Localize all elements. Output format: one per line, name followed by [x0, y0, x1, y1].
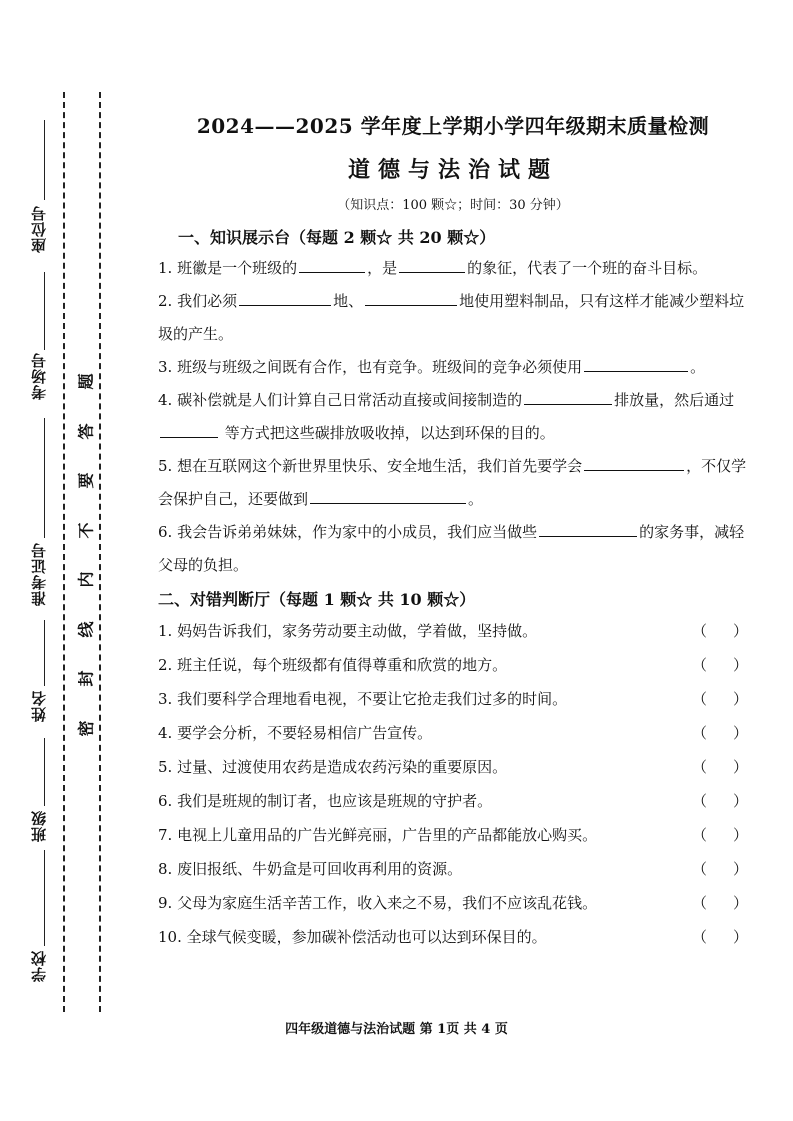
answer-parentheses[interactable]: （ ） — [692, 894, 748, 912]
answer-blank[interactable] — [584, 353, 688, 372]
question-2 — [158, 285, 748, 351]
answer-blank[interactable] — [584, 452, 684, 471]
answer-blank[interactable] — [239, 287, 331, 306]
statement-text: 4. 要学会分析，不要轻易相信广告宣传。 — [158, 724, 433, 742]
statement-text: 1. 妈妈告诉我们，家务劳动要主动做，学着做，坚持做。 — [158, 622, 538, 640]
seal-char: 要 — [76, 472, 96, 489]
answer-blank[interactable] — [524, 386, 612, 405]
section-1-heading: 一、知识展示台（每题 2 颗☆ 共 20 颗☆） — [178, 228, 496, 247]
question-text: 1. 班徽是一个班级的 — [158, 259, 298, 277]
list-item — [158, 716, 748, 750]
name-field — [22, 690, 56, 722]
question-text: 。 — [468, 490, 484, 508]
question-text: 地使用塑料制品，只有这样才能减少塑料垃圾的产生。 — [158, 292, 745, 343]
question-3 — [158, 351, 748, 384]
question-6 — [158, 516, 748, 582]
exam-room-label: 考场号 — [30, 352, 48, 400]
answer-blank[interactable] — [299, 254, 365, 273]
list-item — [158, 614, 748, 648]
list-item — [158, 852, 748, 886]
statement-text: 8. 废旧报纸、牛奶盒是可回收再利用的资源。 — [158, 860, 463, 878]
answer-blank[interactable] — [539, 518, 637, 537]
question-text: 的家务事，减轻父母的负担。 — [158, 523, 745, 574]
seat-number-field — [22, 205, 56, 253]
question-4 — [158, 384, 748, 450]
class-field — [22, 810, 56, 842]
question-text: 2. 我们必须 — [158, 292, 238, 310]
class-line[interactable] — [44, 738, 45, 806]
exam-content — [158, 110, 748, 954]
answer-parentheses[interactable]: （ ） — [692, 690, 748, 708]
answer-parentheses[interactable]: （ ） — [692, 928, 748, 946]
school-field — [22, 950, 56, 982]
exam-room-field — [22, 352, 56, 400]
list-item — [158, 886, 748, 920]
exam-room-line[interactable] — [44, 272, 45, 350]
subject-title: 道德与法治试题 — [347, 157, 558, 183]
seal-char: 密 — [76, 720, 96, 737]
question-text: 5. 想在互联网这个新世界里快乐、安全地生活，我们首先要学会 — [158, 457, 583, 475]
class-label: 班级 — [30, 810, 48, 842]
binding-margin — [0, 0, 112, 1121]
question-text: ，不仅学会保护自己，还要做到 — [158, 457, 747, 508]
answer-parentheses[interactable]: （ ） — [692, 826, 748, 844]
question-text: 6. 我会告诉弟弟妹妹，作为家中的小成员，我们应当做些 — [158, 523, 538, 541]
question-text: 等方式把这些碳排放吸收掉，以达到环保的目的。 — [220, 424, 555, 442]
statement-text: 3. 我们要科学合理地看电视，不要让它抢走我们过多的时间。 — [158, 690, 568, 708]
admission-number-field — [22, 542, 56, 606]
statement-text: 2. 班主任说，每个班级都有值得尊重和欣赏的地方。 — [158, 656, 508, 674]
question-5 — [158, 450, 748, 516]
seal-char: 不 — [76, 522, 96, 539]
statement-text: 5. 过量、过渡使用农药是造成农药污染的重要原因。 — [158, 758, 508, 776]
answer-parentheses[interactable]: （ ） — [692, 860, 748, 878]
answer-blank[interactable] — [365, 287, 457, 306]
list-item — [158, 920, 748, 954]
page-footer: 四年级道德与法治试题 第 1页 共 4 页 — [285, 1022, 508, 1037]
question-text: ，是 — [367, 259, 398, 277]
answer-parentheses[interactable]: （ ） — [692, 622, 748, 640]
question-text: 3. 班级与班级之间既有合作，也有竞争。班级间的竞争必须使用 — [158, 358, 583, 376]
list-item — [158, 750, 748, 784]
answer-blank[interactable] — [310, 485, 466, 504]
list-item — [158, 818, 748, 852]
answer-blank[interactable] — [399, 254, 465, 273]
statement-text: 10. 全球气候变暖，参加碳补偿活动也可以达到环保目的。 — [158, 928, 547, 946]
question-1 — [158, 252, 748, 285]
answer-parentheses[interactable]: （ ） — [692, 792, 748, 810]
statement-text: 7. 电视上儿童用品的广告光鲜亮丽，广告里的产品都能放心购买。 — [158, 826, 598, 844]
seal-char: 线 — [76, 621, 96, 638]
answer-parentheses[interactable]: （ ） — [692, 758, 748, 776]
seal-char: 题 — [76, 373, 96, 390]
seal-char: 答 — [76, 423, 96, 440]
question-text: 排放量，然后通过 — [614, 391, 735, 409]
statement-text: 9. 父母为家庭生活辛苦工作，收入来之不易，我们不应该乱花钱。 — [158, 894, 598, 912]
question-text: 的象征，代表了一个班的奋斗目标。 — [467, 259, 708, 277]
list-item — [158, 648, 748, 682]
section-2-heading: 二、对错判断厅（每题 1 颗☆ 共 10 颗☆） — [158, 590, 476, 609]
list-item — [158, 784, 748, 818]
admission-number-line[interactable] — [44, 418, 45, 538]
exam-title: 2024——2025 学年度上学期小学四年级期末质量检测 — [196, 114, 710, 138]
exam-info: （知识点：100 颗☆；时间：30 分钟） — [337, 198, 569, 213]
answer-parentheses[interactable]: （ ） — [692, 656, 748, 674]
cut-line-outer — [63, 92, 65, 1012]
statement-text: 6. 我们是班规的制订者，也应该是班规的守护者。 — [158, 792, 493, 810]
seal-char: 内 — [76, 571, 96, 588]
seat-number-line[interactable] — [44, 120, 45, 200]
question-text: 。 — [690, 358, 706, 376]
answer-parentheses[interactable]: （ ） — [692, 724, 748, 742]
admission-number-label: 准考证号 — [30, 542, 48, 606]
seal-char: 封 — [76, 670, 96, 687]
question-text: 4. 碳补偿就是人们计算自己日常活动直接或间接制造的 — [158, 391, 523, 409]
school-label: 学校 — [30, 950, 48, 982]
school-line[interactable] — [44, 850, 45, 946]
seal-line-notice — [70, 370, 100, 740]
true-false-list — [158, 614, 748, 954]
answer-blank[interactable] — [160, 419, 218, 438]
question-text: 地、 — [333, 292, 364, 310]
seat-number-label: 座位号 — [30, 205, 48, 253]
list-item — [158, 682, 748, 716]
name-line[interactable] — [44, 620, 45, 686]
name-label: 姓名 — [30, 690, 48, 722]
